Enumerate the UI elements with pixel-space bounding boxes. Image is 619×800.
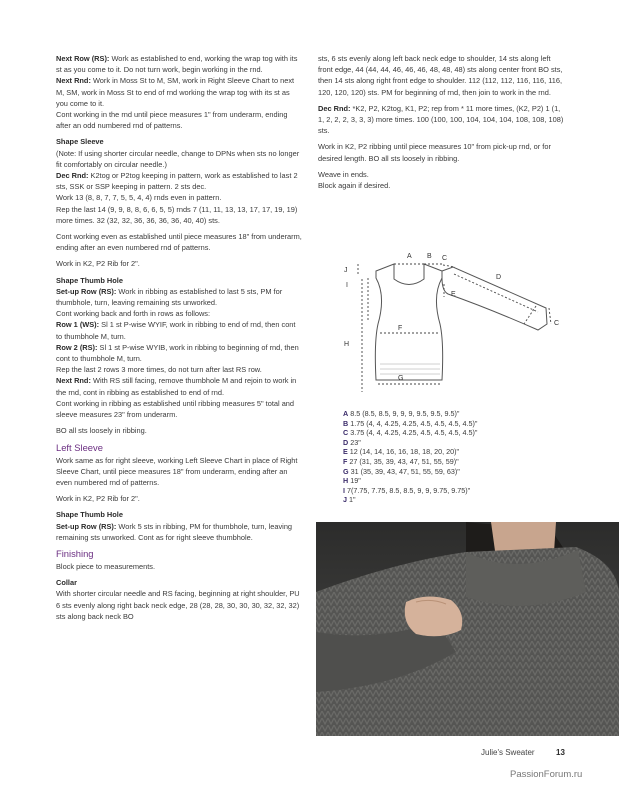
legend-row: G 31 (35, 39, 43, 47, 51, 55, 59, 63)": [343, 466, 460, 476]
heading-collar: Collar: [56, 578, 77, 588]
legend-row: C 3.75 (4, 4, 4.25, 4.25, 4.5, 4.5, 4.5, 4.5)": [343, 428, 478, 438]
schematic-label-c-cuff: C: [554, 320, 560, 327]
sweater-photo-illustration: [316, 522, 619, 736]
paragraph-collar-cont: sts, 6 sts evenly along left back neck edge to shoulder, 14 sts along left front edge, 44 (44, 44, 46, 46, 46, 48, 48, 48) sts along center front BO sts, then 14 sts along right front edge to shoulder. 112 (112, 112, 116, 116, 116, 120, 120, 120) sts. PM for beginning of rnd, then join to work in the rnd.: [318, 54, 563, 97]
heading-shape-thumb-hole-b: Shape Thumb Hole: [56, 510, 123, 520]
paragraph-row-2: Row 2 (RS): Sl 1 st P-wise WYIB, work in ribbing to beginning of rnd, then cont to thumbhole M, turn.: [56, 342, 299, 364]
schematic-label-i: I: [346, 282, 348, 289]
legend-row: A 8.5 (8.5, 8.5, 9, 9, 9, 9.5, 9.5, 9.5)": [343, 409, 460, 418]
paragraph-dec-rnd: Dec Rnd: K2tog or P2tog keeping in pattern, work as established to last 2 sts, SSK or SSP keeping in pattern. 2 sts dec.: [56, 171, 298, 192]
schematic-label-g: G: [398, 375, 404, 382]
paragraph-cont-back-forth: Cont working back and forth in rows as follows:: [56, 309, 211, 319]
sweater-schematic: [338, 242, 568, 402]
legend-row: F 27 (31, 35, 39, 43, 47, 51, 55, 59)": [343, 456, 459, 466]
paragraph-collar: With shorter circular needle and RS facing, beginning at right shoulder, PU 6 sts evenly along right back neck edge, 28 (28, 28, 30, 30, 30, 32, 32, 32) sts along back neck BO: [56, 589, 300, 621]
paragraph-weave: Weave in ends.: [318, 169, 369, 179]
paragraph-work-13: Work 13 (8, 8, 7, 7, 5, 5, 4, 4) rnds even in pattern.: [56, 193, 222, 203]
legend-row: E 12 (14, 14, 16, 16, 18, 18, 20, 20)": [343, 447, 460, 457]
paragraph-bo-all: BO all sts loosely in ribbing.: [56, 426, 147, 436]
schematic-label-a: A: [407, 253, 412, 260]
legend-row: H 19": [343, 476, 361, 486]
legend-row: B 1.75 (4, 4, 4.25, 4.25, 4.5, 4.5, 4.5, 4.5)": [343, 418, 478, 428]
paragraph-collar-ribbing: Work in K2, P2 ribbing until piece measures 10" from pick-up rnd, or for desired length. BO all sts loosely in ribbing.: [318, 142, 551, 163]
sweater-photo: [316, 522, 619, 736]
legend-row: J 1": [343, 495, 356, 505]
body-outline: [375, 264, 442, 380]
page-number: 13: [556, 748, 565, 757]
paragraph-setup-row: Set-up Row (RS): Work in ribbing as established to last 5 sts, PM for thumbhole, turn, leaving remaining sts unworked.: [56, 286, 283, 308]
paragraph-rep-last-2: Rep the last 2 rows 3 more times, do not turn after last RS row.: [56, 365, 262, 375]
schematic-label-h: H: [344, 341, 350, 348]
schematic-label-c: C: [442, 255, 448, 262]
right-column: [318, 53, 564, 191]
heading-shape-sleeve: Shape Sleeve: [56, 137, 104, 147]
sleeve-outline: [442, 267, 547, 330]
schematic-label-e: E: [451, 291, 456, 298]
legend-row: I 7(7.75, 7.75, 8.5, 8.5, 9, 9, 9.75, 9.75)": [343, 485, 471, 495]
measurement-legend: [343, 409, 563, 505]
paragraph-work-k2p2: Work in K2, P2 Rib for 2".: [56, 259, 140, 269]
paragraph-left-sleeve: Work same as for right sleeve, working Left Sleeve Chart in place of Right Sleeve Chart, until piece measures 18" from underarm, ending after an even numbered rnd of patterns.: [56, 455, 298, 487]
watermark: PassionForum.ru: [510, 769, 583, 780]
paragraph-block: Block again if desired.: [318, 181, 391, 191]
paragraph-shape-sleeve-note: (Note: If using shorter circular needle, change to DPNs when sts no longer fit comfortably on circular needle.): [56, 148, 300, 169]
heading-finishing: Finishing: [56, 547, 94, 559]
paragraph-row-1: Row 1 (WS): Sl 1 st P-wise WYIF, work in ribbing to end of rnd, then cont to thumbhole M, turn.: [56, 320, 296, 341]
paragraph-cont-even: Cont working even as established until piece measures 18" from underarm, ending after an even numbered rnd of patterns.: [56, 232, 302, 253]
schematic-label-f: F: [398, 325, 403, 332]
paragraph-rep-last: Rep the last 14 (9, 9, 8, 8, 6, 6, 5, 5) rnds 7 (11, 11, 13, 13, 17, 17, 19, 19) more times. 32 (32, 32, 36, 36, 36, 36, 40, 40) sts.: [56, 204, 298, 225]
dim-c-cuff: [549, 308, 551, 324]
paragraph-setup-row-b: Set-up Row (RS): Work 5 sts in ribbing, PM for thumbhole, turn, leaving remaining sts unworked. Cont as for right sleeve thumbhole.: [56, 521, 293, 542]
paragraph-next-rnd: Next Rnd: Work in Moss St to M, SM, work in Right Sleeve Chart to next M, SM, work in Moss St to end of rnd working the wrap tog with its st as you come to it.: [56, 76, 295, 108]
paragraph-next-rnd-2: Next Rnd: With RS still facing, remove thumbhole M and rejoin to work in the rnd, cont in ribbing as established to end of rnd.: [56, 376, 297, 397]
legend-row: D 23": [343, 437, 361, 447]
paragraph-work-k2p2-b: Work in K2, P2 Rib for 2".: [56, 494, 140, 504]
schematic-label-j: J: [344, 267, 348, 274]
footer-title: Julie's Sweater: [481, 748, 535, 757]
schematic-label-d: D: [496, 274, 502, 281]
heading-shape-thumb-hole: Shape Thumb Hole: [56, 275, 123, 285]
paragraph-next-row-rs: Next Row (RS): Work as established to end, working the wrap tog with its st as you come to it. Do not turn work, begin working in the rnd.: [56, 54, 298, 75]
left-column: [56, 53, 302, 622]
heading-left-sleeve: Left Sleeve: [56, 441, 103, 453]
paragraph-cont-ribbing: Cont working in ribbing as established until ribbing measures 5" total and sleeve measures 23" from underarm.: [56, 398, 295, 420]
paragraph-finishing: Block piece to measurements.: [56, 561, 155, 571]
paragraph-cont-rnd: Cont working in the rnd until piece measures 1" from underarm, ending after an odd numbered rnd of patterns.: [56, 110, 288, 131]
schematic-label-b: B: [427, 253, 432, 260]
paragraph-collar-dec-rnd: Dec Rnd: *K2, P2, K2tog, K1, P2; rep from * 11 more times, (K2, P2) 1 (1, 1, 2, 2, 2, 3, 3, 3) more times. 100 (100, 100, 104, 104, 104, 108, 108, 108) sts.: [318, 103, 564, 136]
